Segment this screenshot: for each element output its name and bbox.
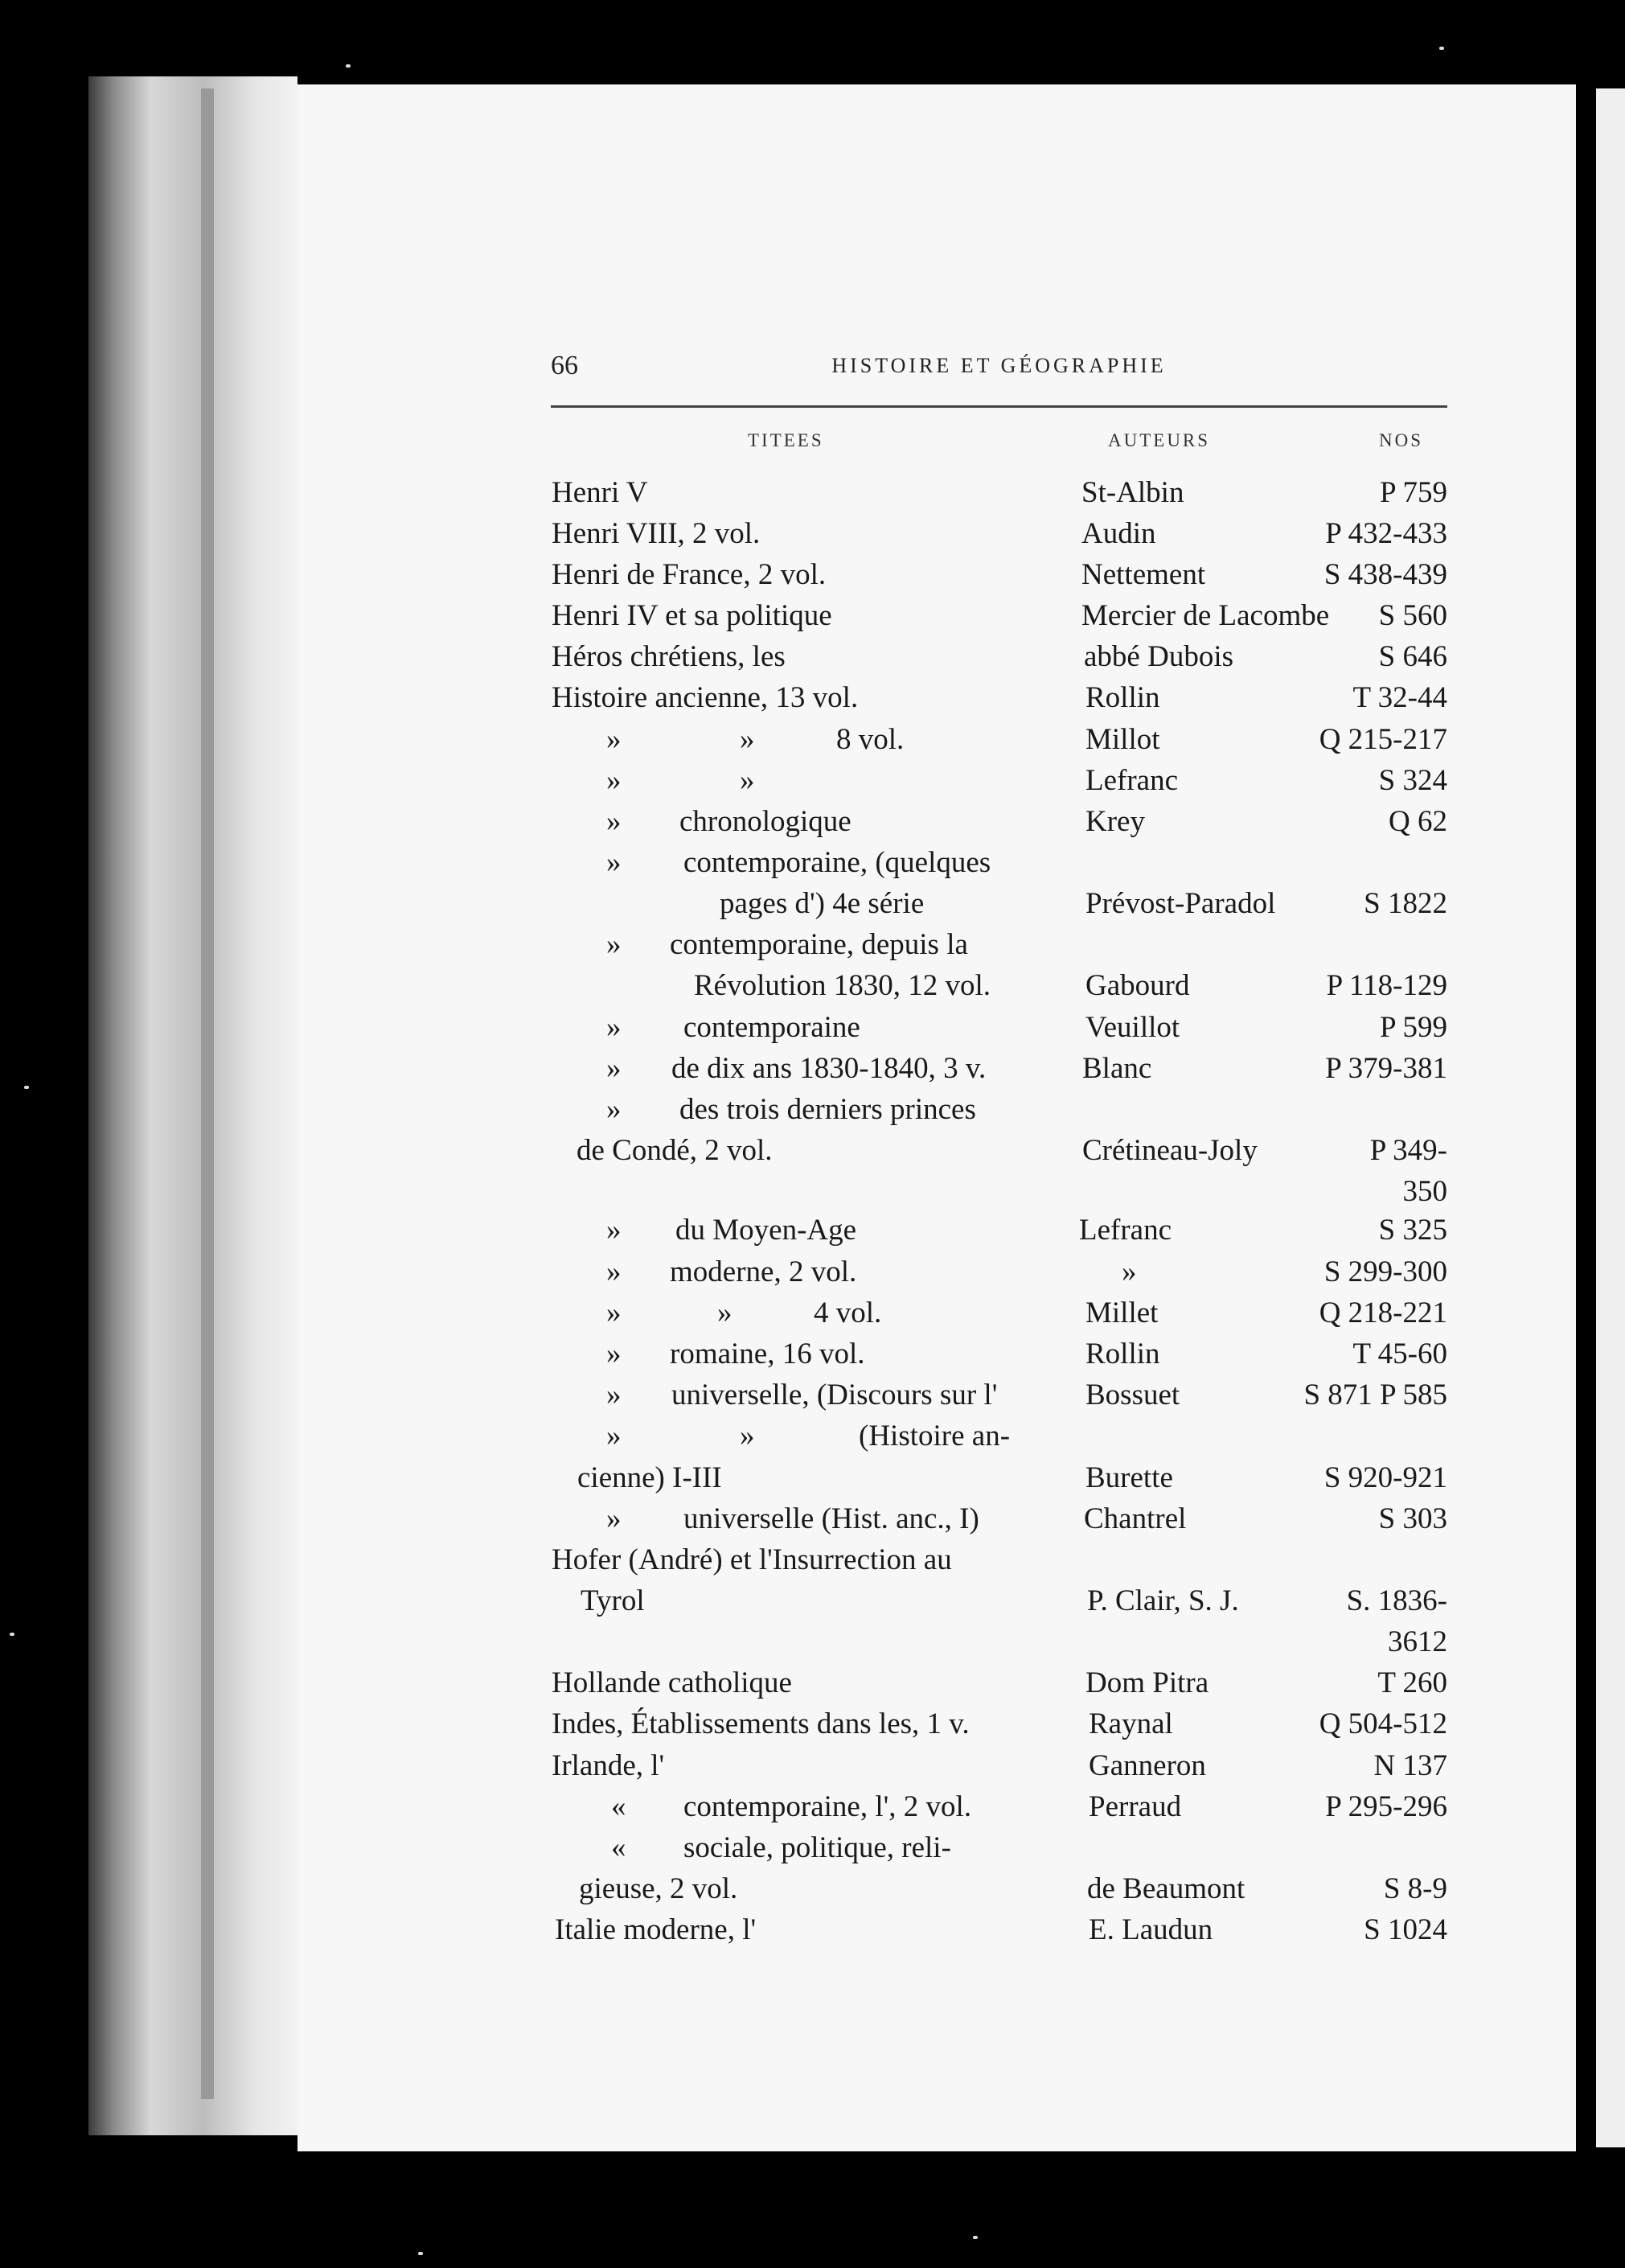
- entry-number: S 1822: [1364, 887, 1447, 920]
- ditto-mark: »: [606, 928, 622, 961]
- entry-number: T 260: [1377, 1666, 1447, 1699]
- entry-title: Henri V: [552, 476, 648, 509]
- entry-number: S 646: [1378, 640, 1447, 673]
- entry-title: 8 vol.: [836, 723, 905, 756]
- catalog-entry: [0, 1703, 1625, 1745]
- ditto-mark: »: [606, 1214, 622, 1247]
- catalog-entry: [0, 1292, 1625, 1334]
- ditto-mark: »: [740, 723, 755, 756]
- entry-author: Blanc: [1082, 1052, 1152, 1085]
- entry-title: chronologique: [679, 805, 851, 838]
- entry-author: abbé Dubois: [1084, 640, 1233, 673]
- entry-number: 3612: [1388, 1625, 1447, 1658]
- entry-title: Hollande catholique: [552, 1666, 792, 1699]
- entry-author: Veuillot: [1085, 1011, 1180, 1044]
- ditto-mark: »: [606, 1052, 622, 1085]
- catalog-entry: [0, 1539, 1625, 1581]
- entry-number: P 118-129: [1326, 969, 1447, 1002]
- entry-author: St-Albin: [1081, 476, 1184, 509]
- ditto-mark: »: [606, 1502, 622, 1535]
- catalog-entry: [0, 760, 1625, 802]
- catalog-entry: [0, 1909, 1625, 1951]
- entry-title: du Moyen-Age: [675, 1214, 857, 1247]
- entry-number: P 759: [1380, 476, 1447, 509]
- entry-author: Mercier de Lacombe: [1081, 599, 1330, 632]
- entry-author: Millot: [1085, 723, 1160, 756]
- entry-title: romaine, 16 vol.: [670, 1337, 865, 1370]
- ditto-mark: «: [611, 1790, 626, 1823]
- entry-number: N 137: [1373, 1749, 1447, 1782]
- entry-author: Audin: [1081, 517, 1156, 550]
- entry-title: universelle (Hist. anc., I): [683, 1502, 979, 1535]
- catalog-entry: [0, 554, 1625, 596]
- entry-number: 350: [1402, 1175, 1447, 1208]
- catalog-entry: [0, 1007, 1625, 1049]
- catalog-entry: [0, 1621, 1625, 1663]
- ditto-mark: «: [611, 1831, 626, 1864]
- entry-title: Henri VIII, 2 vol.: [552, 517, 761, 550]
- entry-title: contemporaine, (quelques: [683, 846, 991, 879]
- entry-number: P 599: [1380, 1011, 1447, 1044]
- entry-author: Burette: [1085, 1461, 1173, 1494]
- entry-number: S 438-439: [1323, 558, 1447, 591]
- entry-number: P 349-: [1369, 1134, 1447, 1167]
- catalog-entry: [0, 924, 1625, 966]
- catalog-entry: [0, 595, 1625, 637]
- entry-author: Perraud: [1089, 1790, 1182, 1823]
- entry-title: cienne) I-III: [577, 1461, 722, 1494]
- ditto-mark: »: [606, 1093, 622, 1126]
- catalog-entry: [0, 1786, 1625, 1828]
- ditto-mark: »: [740, 1420, 755, 1452]
- entry-title: 4 vol.: [814, 1296, 882, 1329]
- entry-number: S 303: [1378, 1502, 1447, 1535]
- scan-speck: [346, 64, 351, 68]
- entry-title: Indes, Établissements dans les, 1 v.: [552, 1707, 970, 1740]
- scan-speck: [418, 2252, 423, 2255]
- entry-number: S. 1836-: [1346, 1584, 1447, 1617]
- entry-title: Tyrol: [581, 1584, 645, 1617]
- entry-number: S 324: [1378, 764, 1447, 797]
- entry-number: T 32-44: [1352, 681, 1447, 714]
- entry-title: Histoire ancienne, 13 vol.: [552, 681, 859, 714]
- entry-title: Italie moderne, l': [555, 1913, 757, 1946]
- entry-title: sociale, politique, reli-: [683, 1831, 951, 1864]
- catalog-entry: [0, 1662, 1625, 1704]
- catalog-entry: [0, 1089, 1625, 1131]
- entry-title: des trois derniers princes: [679, 1093, 976, 1126]
- catalog-entry: [0, 1457, 1625, 1499]
- catalog-entry: [0, 1251, 1625, 1293]
- entry-number: Q 218-221: [1319, 1296, 1447, 1329]
- entry-number: P 432-433: [1325, 517, 1447, 550]
- entry-title: contemporaine: [683, 1011, 860, 1044]
- entry-author: Nettement: [1081, 558, 1206, 591]
- catalog-entry: [0, 842, 1625, 884]
- catalog-entry: [0, 1827, 1625, 1869]
- ditto-mark: »: [717, 1296, 732, 1329]
- scan-speck: [973, 2236, 978, 2239]
- entry-number: S 920-921: [1323, 1461, 1447, 1494]
- entry-title: Irlande, l': [552, 1749, 665, 1782]
- entry-title: Révolution 1830, 12 vol.: [694, 969, 991, 1002]
- catalog-entry: [0, 513, 1625, 555]
- entry-title: Henri de France, 2 vol.: [552, 558, 827, 591]
- column-header-authors: AUTEURS: [1108, 430, 1211, 450]
- catalog-entry: [0, 719, 1625, 761]
- catalog-entry: [0, 1333, 1625, 1375]
- entry-title: gieuse, 2 vol.: [579, 1872, 738, 1905]
- entry-title: pages d') 4e série: [720, 887, 925, 920]
- entry-number: T 45-60: [1352, 1337, 1447, 1370]
- entry-number: Q 62: [1389, 805, 1447, 838]
- catalog-entry: [0, 1374, 1625, 1416]
- entry-title: Héros chrétiens, les: [552, 640, 786, 673]
- entry-author: E. Laudun: [1089, 1913, 1213, 1946]
- ditto-mark: »: [606, 805, 622, 838]
- page-number: 66: [551, 351, 578, 380]
- entry-number: P 295-296: [1325, 1790, 1447, 1823]
- catalog-entry: [0, 1171, 1625, 1213]
- entry-author: P. Clair, S. J.: [1087, 1584, 1239, 1617]
- ditto-mark: »: [606, 1011, 622, 1044]
- entry-number: S 560: [1378, 599, 1447, 632]
- entry-author: Prévost-Paradol: [1085, 887, 1276, 920]
- ditto-mark: »: [606, 764, 622, 797]
- entry-author: Gabourd: [1085, 969, 1190, 1002]
- catalog-entry: [0, 883, 1625, 925]
- entry-author: Lefranc: [1079, 1214, 1172, 1247]
- entry-author: »: [1122, 1255, 1137, 1288]
- entry-author: Crétineau-Joly: [1082, 1134, 1258, 1167]
- entry-number: S 299-300: [1323, 1255, 1447, 1288]
- entry-author: Millet: [1085, 1296, 1159, 1329]
- entry-number: S 871 P 585: [1303, 1378, 1447, 1411]
- catalog-entry: [0, 1415, 1625, 1457]
- catalog-entry: [0, 472, 1625, 514]
- scan-speck: [1439, 47, 1444, 50]
- ditto-mark: »: [606, 1420, 622, 1452]
- entry-number: S 8-9: [1383, 1872, 1447, 1905]
- ditto-mark: »: [606, 846, 622, 879]
- catalog-entry: [0, 677, 1625, 719]
- scan-speck: [24, 1086, 29, 1089]
- catalog-entry: [0, 1048, 1625, 1090]
- ditto-mark: »: [606, 1378, 622, 1411]
- entry-number: P 379-381: [1325, 1052, 1447, 1085]
- entry-author: Lefranc: [1085, 764, 1179, 797]
- entry-number: Q 215-217: [1319, 723, 1447, 756]
- entry-title: de dix ans 1830-1840, 3 v.: [671, 1052, 987, 1085]
- catalog-entry: [0, 1498, 1625, 1540]
- entry-number: Q 504-512: [1319, 1707, 1447, 1740]
- entry-title: contemporaine, l', 2 vol.: [683, 1790, 972, 1823]
- ditto-mark: »: [606, 723, 622, 756]
- entry-author: Raynal: [1089, 1707, 1173, 1740]
- entry-title: Hofer (André) et l'Insurrection au: [552, 1543, 952, 1576]
- ditto-mark: »: [606, 1255, 622, 1288]
- entry-author: de Beaumont: [1087, 1872, 1245, 1905]
- ditto-mark: »: [606, 1337, 622, 1370]
- catalog-entry: [0, 1580, 1625, 1622]
- entry-title: (Histoire an-: [859, 1420, 1011, 1452]
- entry-author: Bossuet: [1085, 1378, 1180, 1411]
- entry-author: Chantrel: [1084, 1502, 1187, 1535]
- catalog-entry: [0, 801, 1625, 843]
- entry-number: S 325: [1378, 1214, 1447, 1247]
- entry-title: moderne, 2 vol.: [670, 1255, 857, 1288]
- column-header-numbers: NOS: [1379, 430, 1424, 450]
- running-head: HISTOIRE ET GÉOGRAPHIE: [831, 354, 1167, 377]
- column-header-titles: TITEES: [748, 430, 824, 450]
- catalog-entry: [0, 1868, 1625, 1910]
- entry-number: S 1024: [1364, 1913, 1447, 1946]
- ditto-mark: »: [740, 764, 755, 797]
- ditto-mark: »: [606, 1296, 622, 1329]
- entry-author: Krey: [1085, 805, 1145, 838]
- catalog-entry: [0, 965, 1625, 1007]
- entry-author: Ganneron: [1089, 1749, 1206, 1782]
- catalog-entry: [0, 1745, 1625, 1787]
- entry-title: contemporaine, depuis la: [670, 928, 968, 961]
- entry-title: universelle, (Discours sur l': [671, 1378, 998, 1411]
- entry-author: Rollin: [1085, 681, 1160, 714]
- catalog-entry: [0, 636, 1625, 678]
- catalog-entry: [0, 1210, 1625, 1251]
- entry-author: Rollin: [1085, 1337, 1160, 1370]
- catalog-entry: [0, 1130, 1625, 1172]
- entry-author: Dom Pitra: [1085, 1666, 1209, 1699]
- scan-speck: [10, 1633, 14, 1636]
- entry-title: Henri IV et sa politique: [552, 599, 832, 632]
- entry-title: de Condé, 2 vol.: [577, 1134, 773, 1167]
